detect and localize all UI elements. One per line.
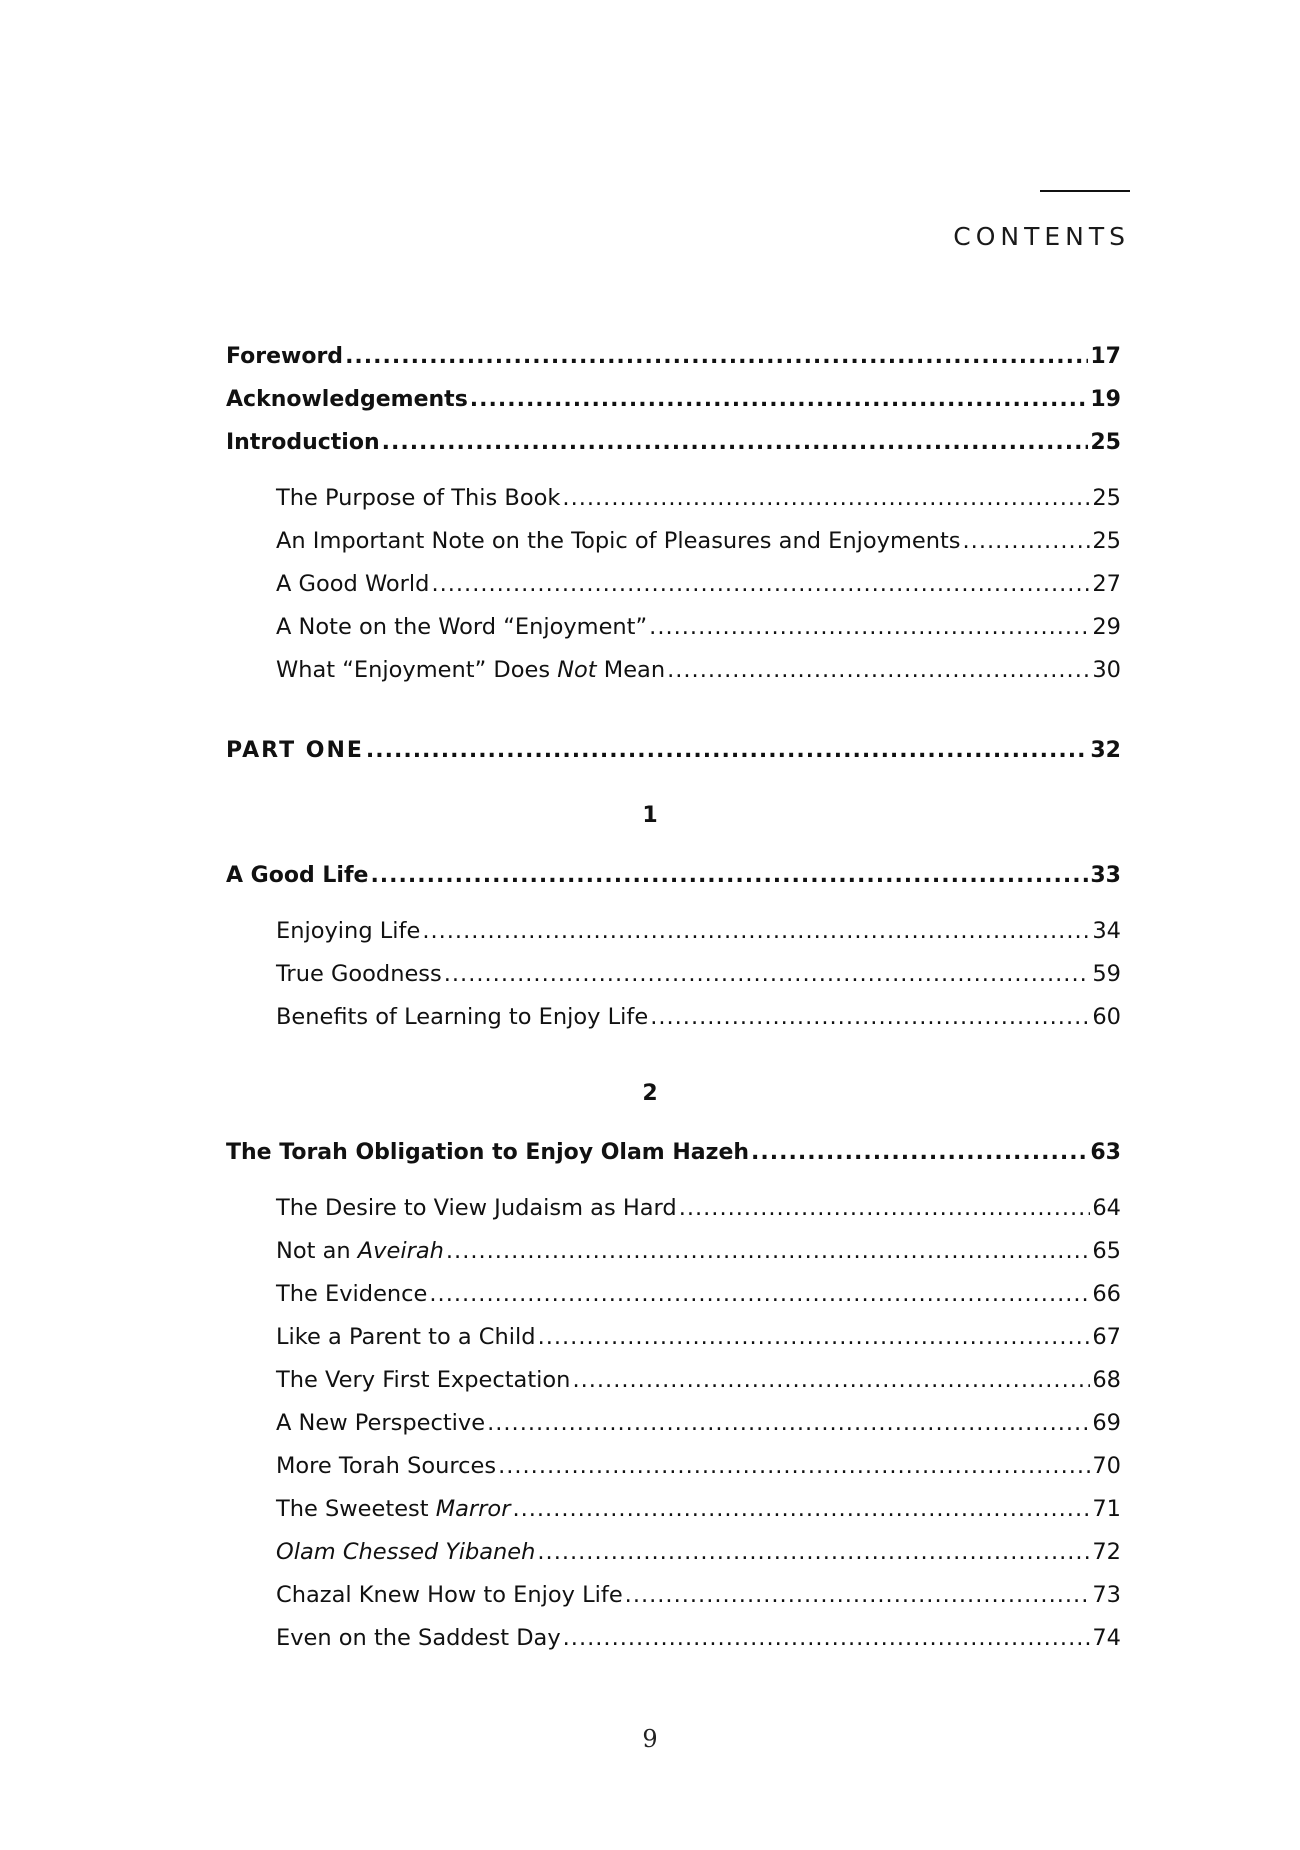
toc-subentry[interactable] <box>276 1406 1121 1440</box>
toc-subentry[interactable] <box>276 914 1121 948</box>
leader-dots <box>537 1535 1090 1569</box>
toc-entry-page: 70 <box>1092 1453 1121 1479</box>
toc-entry-title: The Purpose of This Book <box>276 485 561 511</box>
toc-entry-page: 69 <box>1092 1410 1121 1436</box>
leader-dots <box>650 1000 1090 1034</box>
leader-dots <box>429 1277 1090 1311</box>
leader-dots <box>498 1449 1090 1483</box>
toc-entry-introduction[interactable] <box>226 426 1121 460</box>
title-text: What “Enjoyment” Does <box>276 657 558 683</box>
page-heading: CONTENTS <box>953 222 1130 251</box>
title-text: The Sweetest <box>276 1496 436 1522</box>
toc-entry-title: Foreword <box>226 344 344 369</box>
leader-dots <box>512 1492 1090 1526</box>
toc-subentry[interactable] <box>276 1234 1121 1268</box>
toc-entry-chapter-1[interactable] <box>226 859 1121 893</box>
toc-subentry[interactable] <box>276 653 1121 687</box>
toc-entry-foreword[interactable] <box>226 340 1121 374</box>
toc-entry-title: Introduction <box>226 430 380 455</box>
toc-entry-page: 25 <box>1092 485 1121 511</box>
toc-entry-page: 74 <box>1092 1625 1121 1651</box>
toc-entry-page: 27 <box>1092 571 1121 597</box>
leader-dots <box>345 340 1088 374</box>
chapter-number-2: 2 <box>642 1081 658 1106</box>
leader-dots <box>370 859 1088 893</box>
toc-entry-title: PART ONE <box>226 738 364 763</box>
toc-entry-chapter-2[interactable] <box>226 1136 1121 1170</box>
title-text: Mean <box>596 657 666 683</box>
toc-entry-page: 19 <box>1090 387 1121 412</box>
leader-dots <box>667 653 1090 687</box>
toc-subentry[interactable] <box>276 1277 1121 1311</box>
page-number: 9 <box>642 1725 658 1753</box>
toc-entry-title <box>276 1535 535 1569</box>
leader-dots <box>446 1234 1090 1268</box>
leader-dots <box>444 957 1091 991</box>
leader-dots <box>572 1363 1090 1397</box>
title-italic: Aveirah <box>357 1238 444 1264</box>
toc-subentry[interactable] <box>276 1535 1121 1569</box>
toc-entry-title <box>276 1492 510 1526</box>
toc-subentry[interactable] <box>276 1449 1121 1483</box>
toc-subentry[interactable] <box>276 481 1121 515</box>
toc-entry-title: More Torah Sources <box>276 1453 497 1479</box>
leader-dots <box>431 567 1090 601</box>
toc-entry-page: 25 <box>1090 430 1121 455</box>
toc-subentry[interactable] <box>276 1492 1121 1526</box>
toc-entry-title: A Note on the Word “Enjoyment” <box>276 614 648 640</box>
leader-dots <box>751 1136 1088 1170</box>
toc-entry-title: The Very First Expectation <box>276 1367 571 1393</box>
toc-entry-page: 72 <box>1092 1539 1121 1565</box>
toc-subentry[interactable] <box>276 1621 1121 1655</box>
toc-entry-title: A New Perspective <box>276 1410 486 1436</box>
toc-subentry[interactable] <box>276 1363 1121 1397</box>
leader-dots <box>470 383 1089 417</box>
leader-dots <box>679 1191 1091 1225</box>
toc-entry-title <box>276 653 665 687</box>
leader-dots <box>562 481 1090 515</box>
toc-subentry[interactable] <box>276 1578 1121 1612</box>
title-italic: Not <box>557 657 597 683</box>
toc-entry-page: 29 <box>1092 614 1121 640</box>
toc-entry-acknowledgements[interactable] <box>226 383 1121 417</box>
toc-entry-title: Acknowledgements <box>226 387 468 412</box>
toc-entry-page: 68 <box>1092 1367 1121 1393</box>
toc-entry-title: The Evidence <box>276 1281 428 1307</box>
toc-entry-title: The Torah Obligation to Enjoy Olam Hazeh <box>226 1140 750 1165</box>
title-italic: Olam Chessed Yibaneh <box>276 1539 536 1565</box>
toc-entry-page: 32 <box>1090 738 1121 763</box>
toc-entry-page: 66 <box>1092 1281 1121 1307</box>
leader-dots <box>538 1320 1091 1354</box>
toc-subentry[interactable] <box>276 524 1121 558</box>
toc-entry-title: Benefits of Learning to Enjoy Life <box>276 1004 649 1030</box>
toc-entry-page: 65 <box>1092 1238 1121 1264</box>
toc-entry-page: 63 <box>1090 1140 1121 1165</box>
leader-dots <box>382 426 1089 460</box>
toc-entry-page: 73 <box>1092 1582 1121 1608</box>
leader-dots <box>422 914 1090 948</box>
toc-entry-title: Chazal Knew How to Enjoy Life <box>276 1582 623 1608</box>
toc-entry-page: 30 <box>1092 657 1121 683</box>
toc-entry-title: Enjoying Life <box>276 918 421 944</box>
toc-entry-title: Even on the Saddest Day <box>276 1625 561 1651</box>
toc-entry-page: 25 <box>1092 528 1121 554</box>
toc-entry-page: 33 <box>1090 863 1121 888</box>
toc-subentry[interactable] <box>276 1320 1121 1354</box>
toc-subentry[interactable] <box>276 957 1121 991</box>
title-text: Not an <box>276 1238 358 1264</box>
toc-subentry[interactable] <box>276 1191 1121 1225</box>
leader-dots <box>625 1578 1091 1612</box>
toc-entry-title: The Desire to View Judaism as Hard <box>276 1195 677 1221</box>
toc-entry-title <box>276 1234 444 1268</box>
toc-entry-page: 17 <box>1090 344 1121 369</box>
leader-dots <box>563 1621 1091 1655</box>
leader-dots <box>963 524 1091 558</box>
toc-subentry[interactable] <box>276 567 1121 601</box>
toc-entry-page: 60 <box>1092 1004 1121 1030</box>
title-italic: Marror <box>435 1496 511 1522</box>
toc-entry-page: 71 <box>1092 1496 1121 1522</box>
toc-entry-part-one[interactable] <box>226 734 1121 768</box>
leader-dots <box>487 1406 1090 1440</box>
toc-entry-title: A Good World <box>276 571 430 597</box>
toc-entry-title: A Good Life <box>226 863 369 888</box>
toc-subentry[interactable] <box>276 1000 1121 1034</box>
toc-entry-page: 59 <box>1092 961 1121 987</box>
chapter-number-1: 1 <box>642 803 658 828</box>
toc-entry-title: An Important Note on the Topic of Pleasures and Enjoyments <box>276 528 961 554</box>
toc-entry-title: True Goodness <box>276 961 442 987</box>
toc-entry-page: 34 <box>1092 918 1121 944</box>
toc-entry-page: 64 <box>1092 1195 1121 1221</box>
heading-rule <box>1040 190 1130 192</box>
toc-entry-title: Like a Parent to a Child <box>276 1324 536 1350</box>
toc-entry-page: 67 <box>1092 1324 1121 1350</box>
leader-dots <box>366 734 1088 768</box>
toc-subentry[interactable] <box>276 610 1121 644</box>
leader-dots <box>649 610 1090 644</box>
